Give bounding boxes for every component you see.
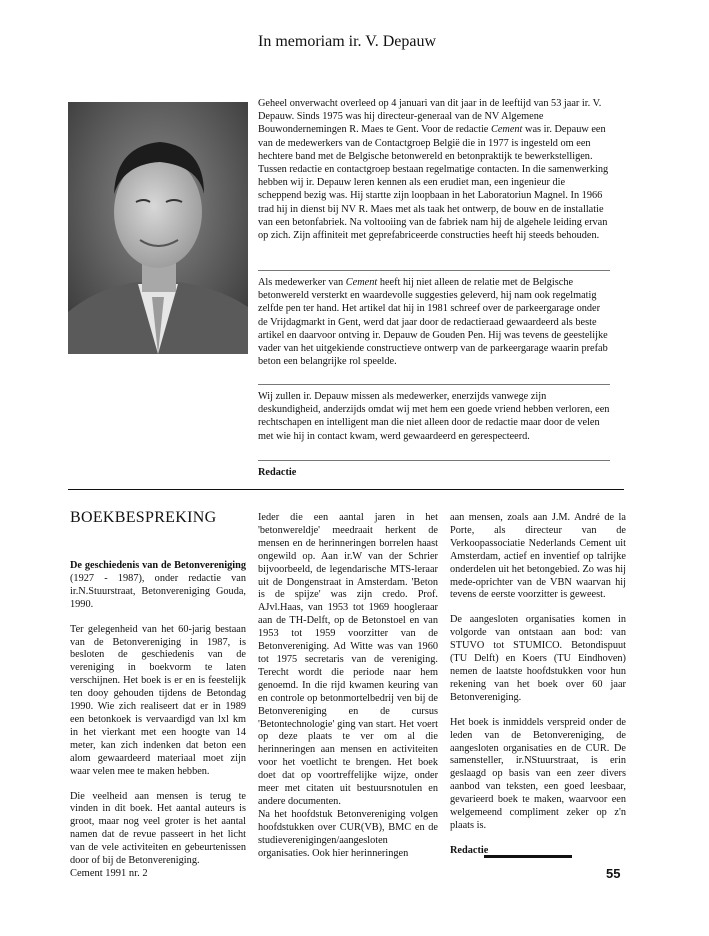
review-paragraph: Ieder die een aantal jaren in het 'betonwereldje' meedraait herkent de mensen en de herinneringen borrelen haast ongewild op. Aan ir.W van der Schrier bijvoorbeeld, de legendarische MTS-leraar uit de Dongenstraat in Amsterdam. 'Beton is de spijze' was zijn credo. Prof. AJvl.Haas, van 1953 tot 1969 hoogleraar aan de TH-Delft, op de Betonstoel en van 1953 tot 1959 voorzitter van de Betonvereniging. Ad Witte was van 1960 tot 1975 secretaris van de vereniging. Terecht wordt die periode naar hem genoemd. In die rijd kwamen keuring van en controle op betonmortelbedrij ven bij de Betonvereniging en de cursus 'Betontechnologie' ging van start. Het voert op deze plaats te ver om al die herinneringen aan mensen en activiteiten voor het voetlicht te brengen. Het boek doet dat op voortreffelijke wijze, onder meer met citaten uit bestuursnotulen en andere documenten. <box>258 512 438 807</box>
journal-footer: Cement 1991 nr. 2 <box>70 868 148 879</box>
divider <box>258 270 610 271</box>
review-signature: Redactie <box>450 844 489 856</box>
divider <box>258 460 610 461</box>
review-column-1 <box>70 560 246 880</box>
review-paragraph: Die veelheid aan mensen is terug te vinden in dit boek. Het aantal auteurs is groot, maar nog veel groter is het aantal namen dat de revue passeert in het licht van de vele activiteiten en gebeurtenissen door of bij de Betonvereniging. <box>70 790 246 867</box>
section-divider <box>68 489 624 490</box>
memoriam-paragraph-1: Geheel onverwacht overleed op 4 januari van dit jaar in de leeftijd van 53 jaar ir. V. Depauw. Sinds 1975 was hij directeur-generaal van de NV Algemene Bouwondernemingen R. Maes te Gent. Voor de redactie Cement was ir. Depauw een van de medewerkers van de Contactgroep België die in 1977 is ingesteld om een hechtere band met de Belgische betonwereld en betonpraktijk te bewerkstelligen. Tussen redactie en contactgroep bestaan regelmatige contacten. In die samenwerking hebben wij ir. Depauw leren kennen als een erudiet man, een ingenieur die scheppend bezig was. Hij startte zijn loopbaan in het Laboratoriun Magnel. In 1966 trad hij in dienst bij NV R. Maes met als taak het ontwerp, de bouw en de installatie van een betonfabriek. Na voltooiing van de fabriek nam hij de algehele leiding ervan op zich. Zijn affiniteit met geprefabriceerde constructies heeft hij steeds behouden. <box>258 98 609 242</box>
review-paragraph: Het boek is inmiddels verspreid onder de leden van de Betonvereniging, de aangesloten organisaties en de CUR. De samensteller, ir.NStuurstraat, is erin geslaagd op basis van een zeer divers aanbod van teksten, een goed leesbaar, gevarieerd boek te maken, waarvoor een welgemeend compliment zeker op z'n plaats is. <box>450 716 626 831</box>
page-title: In memoriam ir. V. Depauw <box>258 33 437 50</box>
divider <box>258 384 610 385</box>
page-number: 55 <box>606 866 621 881</box>
review-paragraph: Na het hoofdstuk Betonvereniging volgen hoofdstukken over CUR(VB), BMC en de studieverenigingen/aangesloten organisaties. Ook hier herinneringen <box>258 808 438 859</box>
end-rule <box>484 855 572 858</box>
memoriam-signature: Redactie <box>258 467 297 478</box>
book-reference: De geschiedenis van de Betonvereniging (1927 - 1987), onder redactie van ir.N.Stuurstraat, Betonvereniging Gouda, 1990. <box>70 560 246 610</box>
review-column-2 <box>258 512 438 872</box>
memoriam-paragraph-3: Wij zullen ir. Depauw missen als medewerker, enerzijds vanwege zijn deskundigheid, anderzijds omdat wij met hem een goede vriend hebben verloren, een rechtschapen en intelligent man die niet alleen door de redactie maar door de velen met wie hij in contact kwam, werd gewaardeerd en gerespecteerd. <box>258 391 610 442</box>
section-heading: BOEKBESPREKING <box>70 509 217 526</box>
portrait-photo <box>68 102 248 354</box>
review-column-3 <box>450 512 626 870</box>
review-paragraph: Ter gelegenheid van het 60-jarig bestaan van de Betonvereniging in 1987, is besloten de geschiedenis van de vereniging in boekvorm te laten verschijnen. Het boek is er en is feestelijk ten dooy gehouden tijdens de Betondag 1990. Wie zich realiseert dat er in 1989 een betonkoek is vervaardigd van lxl km in het vierkant met een hoogte van 14 meter, kan zich indenken dat beton een alom gewaardeerd materiaal moet zijn waar velen mee te maken hebben. <box>70 623 246 777</box>
memoriam-paragraph-2: Als medewerker van Cement heeft hij niet alleen de relatie met de Belgische betonwereld versterkt en waardevolle suggesties geleverd, hij nam ook regelmatig zelfde pen ter hand. Het artikel dat hij in 1981 schreef over de parkeergarage onder de Vrijdagmarkt in Gent, werd dat jaar door de redactieraad gewaardeerd als beste artikel en daarvoor ontving ir. Depauw de Gouden Pen. Hij was tevens de geestelijke vader van het uitgekiende constructieve ontwerp van de parkeergarage waarin prefab beton een belangrijke rol speelde. <box>258 277 608 368</box>
review-paragraph: aan mensen, zoals aan J.M. André de la Porte, als directeur van de Verkoopassociatie Nederlands Cement uit Amsterdam, actief en inventief op talrijke onderdelen uit het betongebied. Zo was hij mede-oprichter van de VBN waarvan hij tevens de eerste voorzitter is geweest. <box>450 512 626 601</box>
review-paragraph: De aangesloten organisaties komen in volgorde van ontstaan aan bod: van STUVO tot STUMICO. Betondispuut (TU Delft) en Koers (TU Eindhoven) nemen de laatste hoofdstukken voor hun rekening van het boek over 60 jaar Betonvereniging. <box>450 614 626 703</box>
